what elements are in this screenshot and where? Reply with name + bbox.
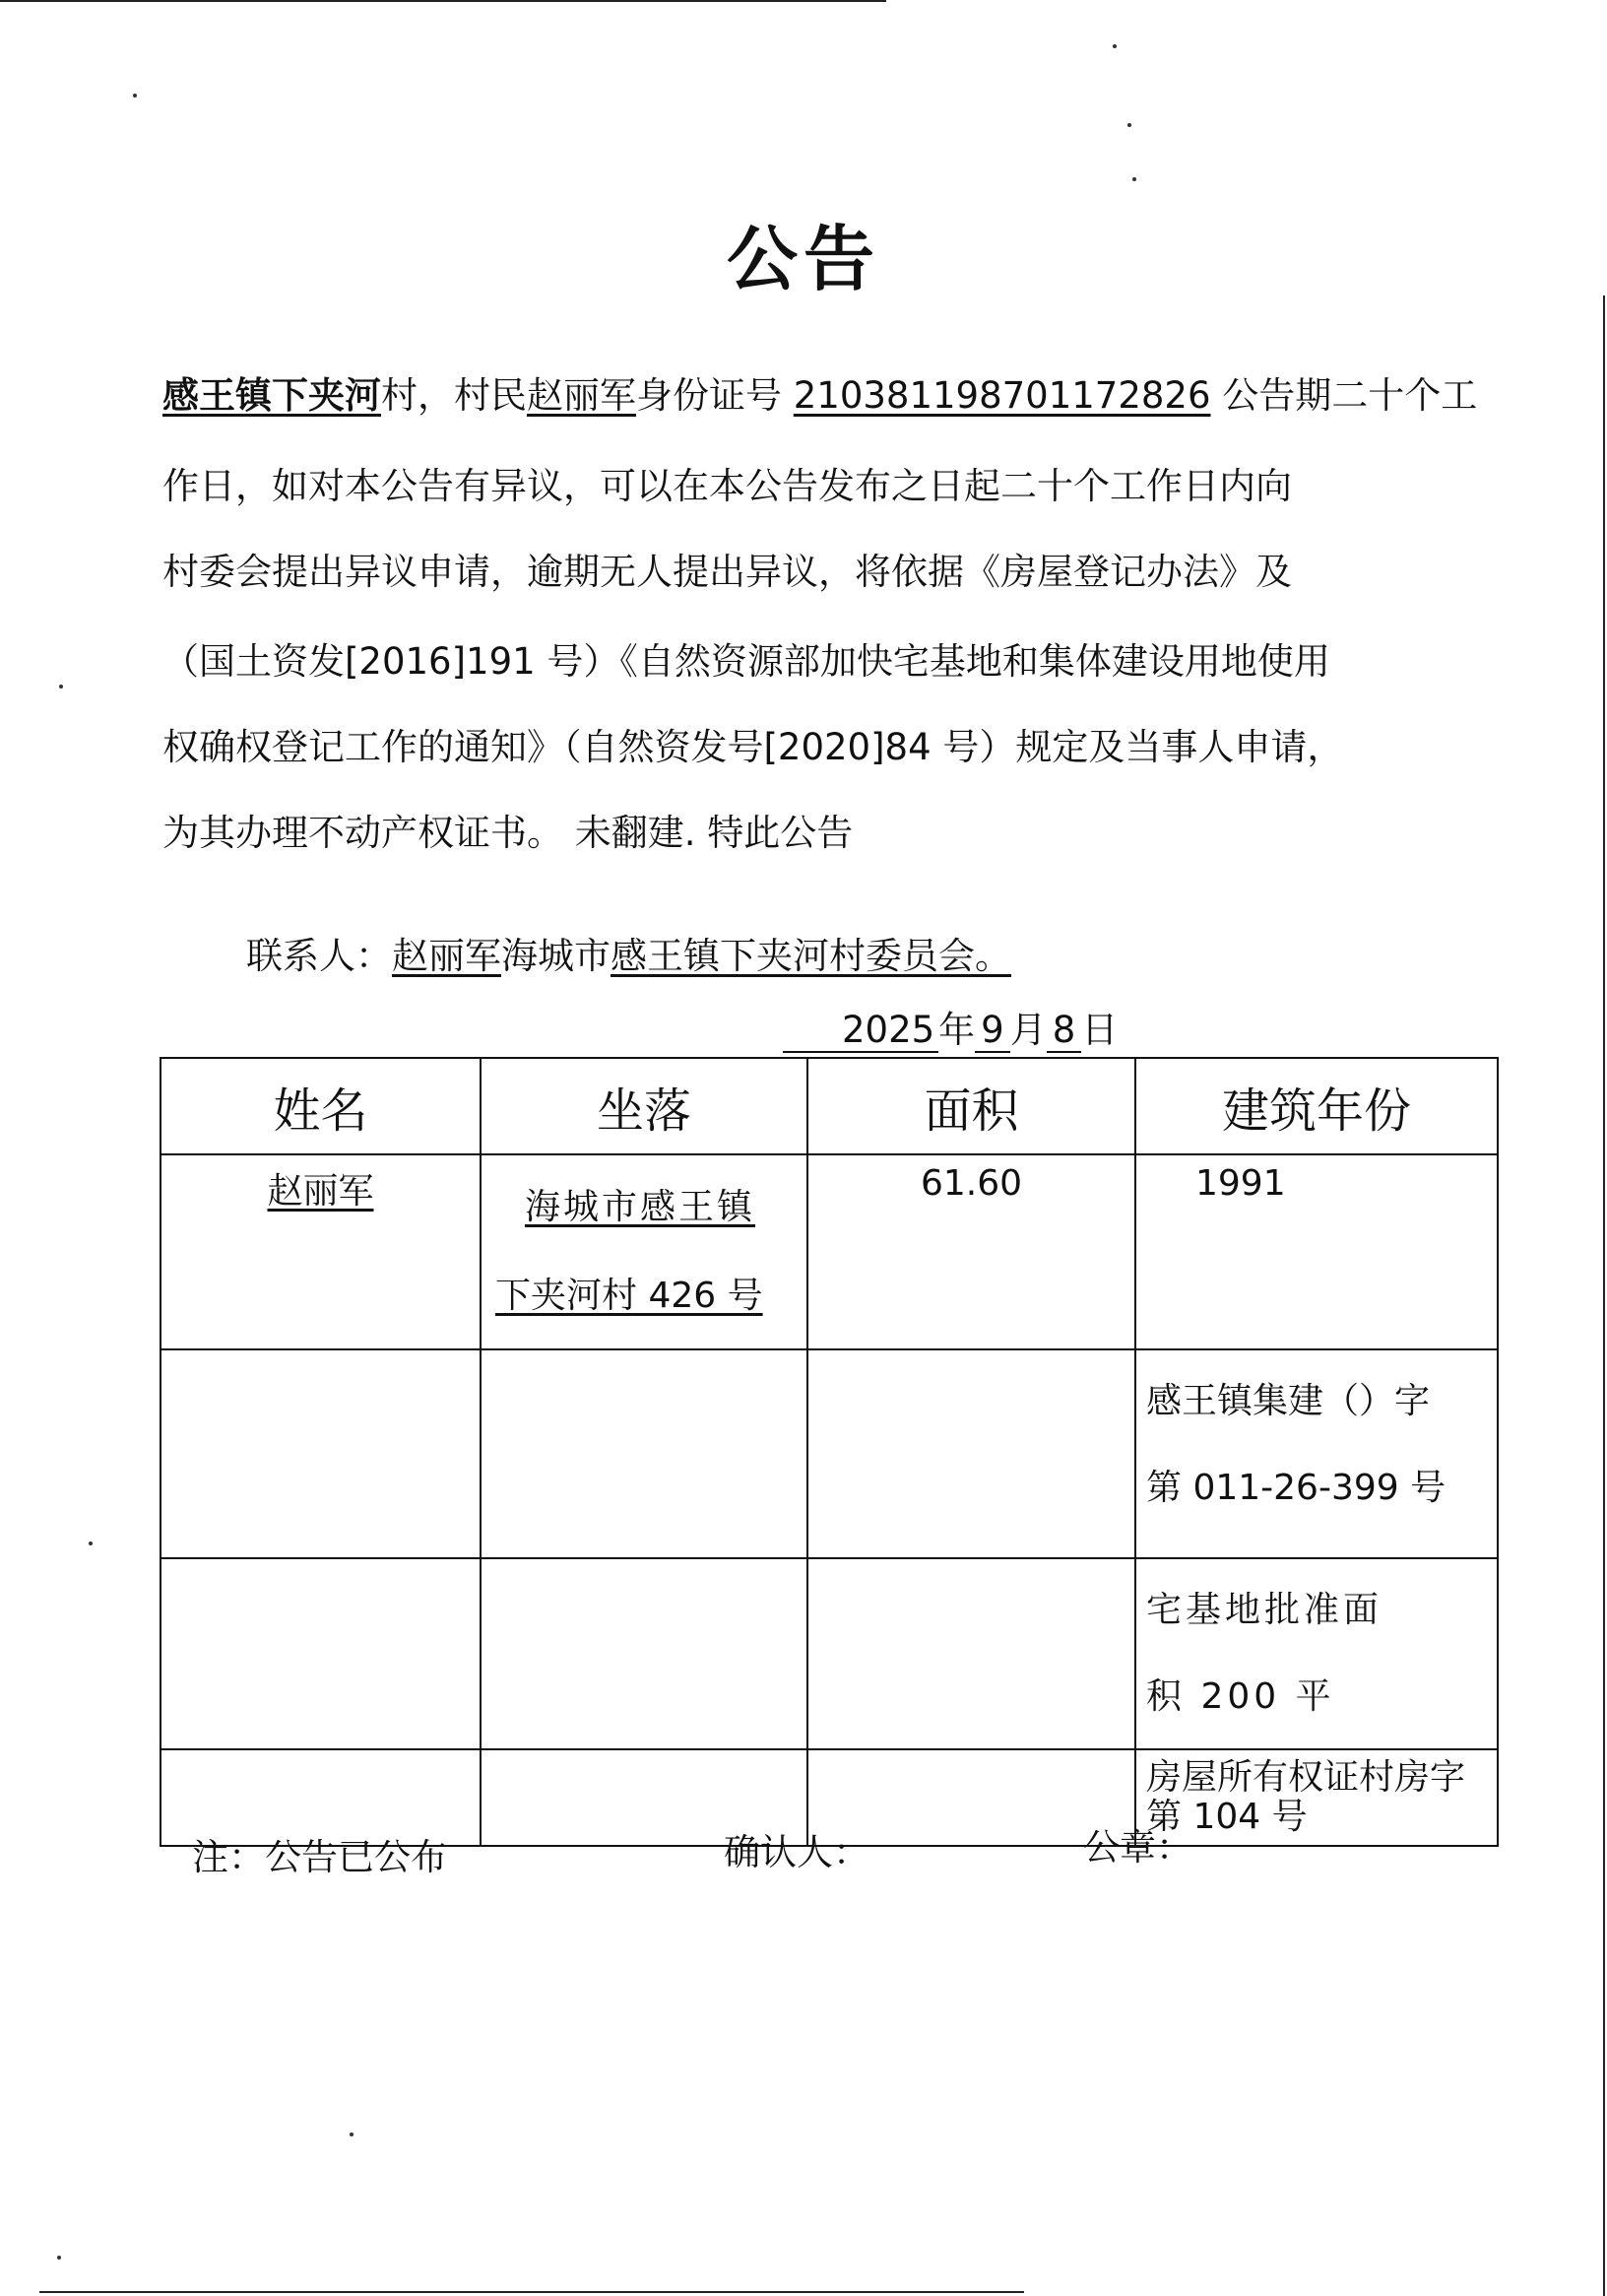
approved-area-line-2: 积 200 平 bbox=[1146, 1676, 1335, 1717]
paragraph-line-2: 作日，如对本公告有异议，可以在本公告发布之日起二十个工作日内向 bbox=[162, 465, 1292, 507]
date-day: 8 bbox=[1047, 1009, 1082, 1053]
header-area: 面积 bbox=[807, 1058, 1135, 1154]
ownership-cert-line-2: 第 104 号 bbox=[1146, 1797, 1308, 1837]
empty-cell bbox=[807, 1558, 1135, 1749]
date-day-suffix: 日 bbox=[1081, 1009, 1119, 1051]
scan-speck bbox=[59, 685, 63, 689]
location-line-2: 下夹河村 426 号 bbox=[495, 1276, 763, 1316]
contact-person: 赵丽军 bbox=[392, 935, 501, 977]
scan-speck bbox=[350, 2132, 354, 2136]
paragraph-line-6: 为其办理不动产权证书。 未翻建. 特此公告 bbox=[162, 812, 854, 854]
id-label: 身份证号 bbox=[636, 374, 794, 417]
empty-cell bbox=[481, 1349, 807, 1558]
scan-edge-right bbox=[1603, 295, 1605, 2296]
header-name: 姓名 bbox=[161, 1058, 481, 1154]
header-year: 建筑年份 bbox=[1135, 1058, 1498, 1154]
property-table bbox=[160, 1057, 1499, 1847]
scan-speck bbox=[1132, 177, 1136, 181]
notice-date bbox=[783, 1000, 1157, 1053]
village-suffix: 村，村民 bbox=[381, 374, 527, 417]
cell-area: 61.60 bbox=[807, 1154, 1135, 1349]
cell-location bbox=[481, 1154, 807, 1349]
date-year-suffix: 年 bbox=[938, 1009, 976, 1051]
paragraph-line-5: 权确权登记工作的通知》（自然资发号[2020]84 号）规定及当事人申请， bbox=[162, 726, 1344, 768]
line1-tail: 公告期二十个工 bbox=[1210, 374, 1478, 417]
scan-speck bbox=[1113, 44, 1117, 48]
header-location: 坐落 bbox=[481, 1058, 807, 1154]
paragraph-line-1 bbox=[162, 372, 1478, 420]
collective-code-line-2: 第 011-26-399 号 bbox=[1146, 1468, 1446, 1508]
contact-line bbox=[246, 926, 1011, 979]
date-year: 2025 bbox=[783, 1009, 938, 1053]
cell-approved-area bbox=[1135, 1558, 1498, 1749]
empty-cell bbox=[161, 1349, 481, 1558]
owner-name: 赵丽军 bbox=[267, 1171, 374, 1212]
scan-edge-bottom bbox=[39, 2291, 1024, 2293]
scan-speck bbox=[57, 2256, 61, 2260]
table-header-row bbox=[161, 1058, 1498, 1154]
collective-code-line-1: 感王镇集建（）字 bbox=[1146, 1381, 1431, 1421]
contact-org: 感王镇下夹河村委员会。 bbox=[611, 935, 1011, 977]
empty-cell bbox=[161, 1558, 481, 1749]
scan-speck bbox=[133, 94, 137, 98]
contact-org-prefix: 海城市 bbox=[501, 935, 611, 977]
scan-edge-top bbox=[0, 0, 886, 2]
person-name: 赵丽军 bbox=[527, 374, 636, 417]
paragraph-line-3: 村委会提出异议申请，逾期无人提出异议，将依据《房屋登记办法》及 bbox=[162, 551, 1292, 593]
table-row bbox=[161, 1349, 1498, 1558]
footer-seal: 公章： bbox=[1083, 1826, 1192, 1869]
empty-cell bbox=[481, 1558, 807, 1749]
cell-name bbox=[161, 1154, 481, 1349]
table-row bbox=[161, 1154, 1498, 1349]
cell-year: 1991 bbox=[1135, 1154, 1498, 1349]
location-line-1: 海城市感王镇 bbox=[525, 1187, 756, 1227]
date-month: 9 bbox=[975, 1009, 1010, 1053]
scan-speck bbox=[1127, 123, 1131, 127]
date-month-suffix: 月 bbox=[1009, 1009, 1047, 1051]
contact-label: 联系人： bbox=[246, 935, 392, 977]
id-number: 210381198701172826 bbox=[793, 374, 1211, 417]
empty-cell bbox=[807, 1349, 1135, 1558]
page-title: 公告 bbox=[726, 218, 880, 300]
village-name: 感王镇下夹河 bbox=[162, 374, 381, 417]
ownership-cert-line-1: 房屋所有权证村房字 bbox=[1146, 1757, 1466, 1798]
footer-note: 注：公告已公布 bbox=[192, 1836, 447, 1878]
footer-confirm: 确认人： bbox=[724, 1831, 869, 1873]
scan-speck bbox=[89, 1542, 93, 1545]
approved-area-line-1: 宅基地批准面 bbox=[1146, 1590, 1383, 1630]
cell-collective-code bbox=[1135, 1349, 1498, 1558]
paragraph-line-4: （国土资发[2016]191 号）《自然资源部加快宅基地和集体建设用地使用 bbox=[162, 640, 1330, 683]
table-row bbox=[161, 1558, 1498, 1749]
